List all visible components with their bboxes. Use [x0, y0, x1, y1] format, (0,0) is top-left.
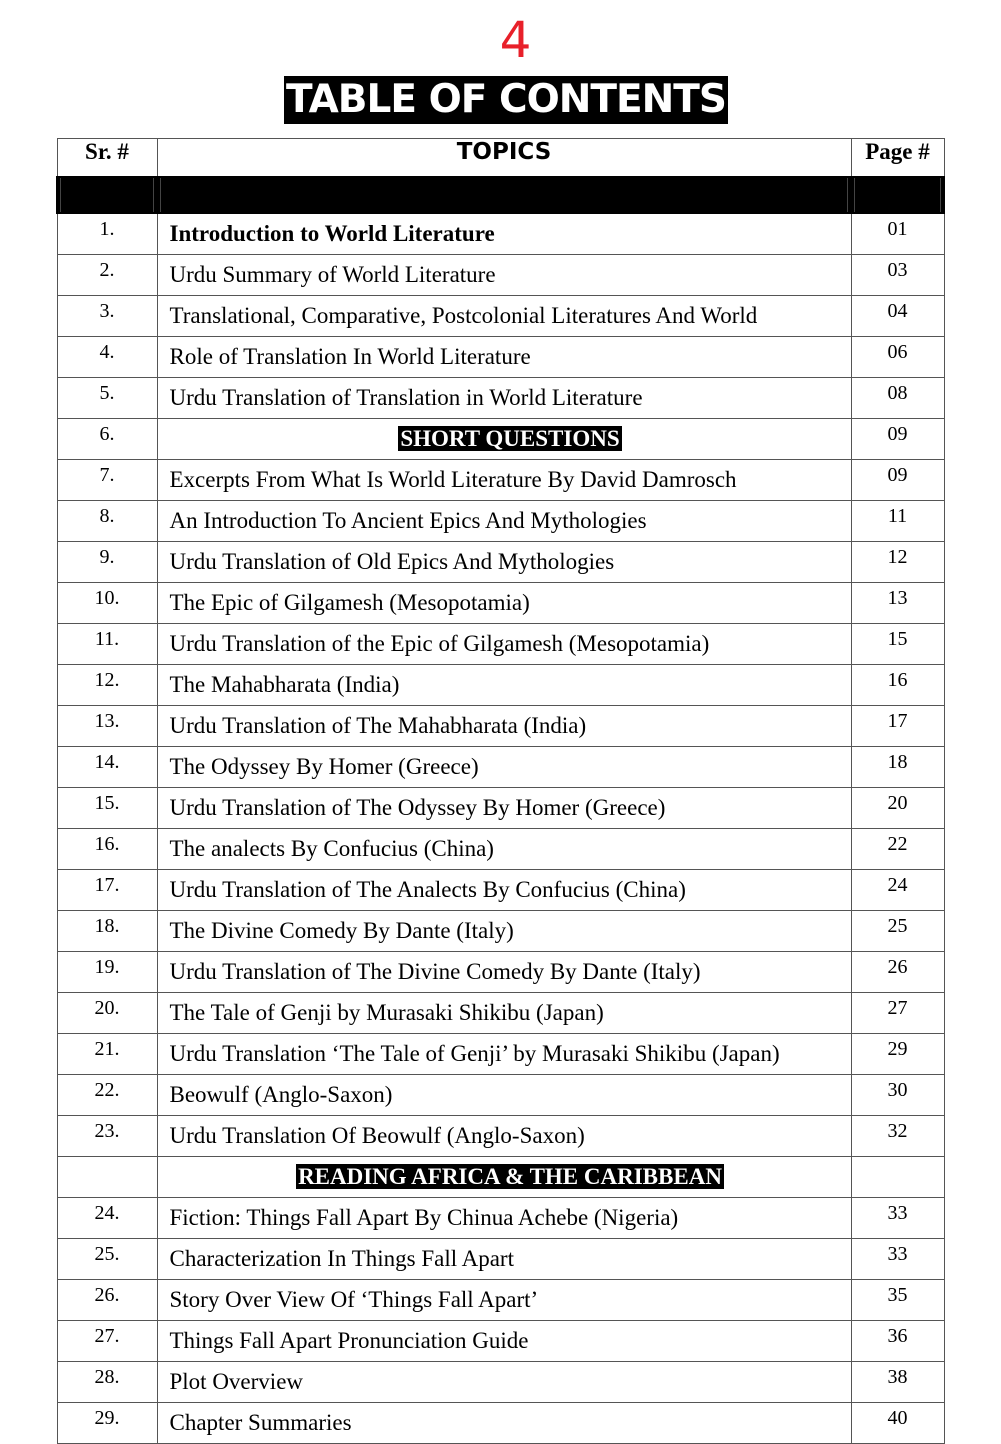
page-ref: 25	[851, 911, 944, 952]
topic-title: Beowulf (Anglo-Saxon)	[157, 1075, 851, 1116]
page-ref: 12	[851, 542, 944, 583]
page-ref: 29	[851, 1034, 944, 1075]
topic-title: Chapter Summaries	[157, 1403, 851, 1444]
topic-title: Urdu Translation Of Beowulf (Anglo-Saxon)	[157, 1116, 851, 1157]
page-ref: 17	[851, 706, 944, 747]
table-row	[57, 583, 944, 624]
table-row	[57, 1362, 944, 1403]
table-row	[57, 460, 944, 501]
page-ref: 35	[851, 1280, 944, 1321]
page-ref: 38	[851, 1362, 944, 1403]
page-ref: 11	[851, 501, 944, 542]
table-row	[57, 665, 944, 706]
page-ref: 24	[851, 870, 944, 911]
header-sr: Sr. #	[57, 139, 157, 178]
table-row	[57, 542, 944, 583]
section-heading-cell	[157, 1157, 851, 1198]
page-ref	[851, 1157, 944, 1198]
table-row	[57, 952, 944, 993]
page-ref: 03	[851, 255, 944, 296]
serial-number: 21.	[57, 1034, 157, 1075]
serial-number: 11.	[57, 624, 157, 665]
table-row	[57, 829, 944, 870]
topic-title: Fiction: Things Fall Apart By Chinua Achebe (Nigeria)	[157, 1198, 851, 1239]
page-ref: 13	[851, 583, 944, 624]
serial-number: 26.	[57, 1280, 157, 1321]
page-ref: 08	[851, 378, 944, 419]
table-row	[57, 1239, 944, 1280]
topic-title: The Odyssey By Homer (Greece)	[157, 747, 851, 788]
topic-title: Plot Overview	[157, 1362, 851, 1403]
serial-number: 24.	[57, 1198, 157, 1239]
header-topics: TOPICS	[157, 139, 851, 178]
serial-number: 3.	[57, 296, 157, 337]
table-row	[57, 296, 944, 337]
serial-number: 25.	[57, 1239, 157, 1280]
table-row	[57, 255, 944, 296]
serial-number: 27.	[57, 1321, 157, 1362]
serial-number: 20.	[57, 993, 157, 1034]
table-row	[57, 1280, 944, 1321]
page-ref: 27	[851, 993, 944, 1034]
page-ref: 15	[851, 624, 944, 665]
page-title: TABLE OF CONTENTS	[286, 77, 726, 122]
table-row	[57, 501, 944, 542]
serial-number: 14.	[57, 747, 157, 788]
table-row	[57, 993, 944, 1034]
serial-number: 8.	[57, 501, 157, 542]
page-ref: 32	[851, 1116, 944, 1157]
serial-number: 28.	[57, 1362, 157, 1403]
topic-title: Urdu Translation of Translation in World Literature	[157, 378, 851, 419]
section-row	[57, 419, 944, 460]
topic-title: Translational, Comparative, Postcolonial Literatures And World	[157, 296, 851, 337]
table-row	[57, 624, 944, 665]
serial-number: 1.	[57, 213, 157, 255]
page-ref: 18	[851, 747, 944, 788]
page-ref: 04	[851, 296, 944, 337]
section-heading: READING AFRICA & THE CARIBBEAN	[298, 1164, 722, 1189]
page-ref: 36	[851, 1321, 944, 1362]
page-ref: 33	[851, 1198, 944, 1239]
serial-number: 19.	[57, 952, 157, 993]
table-row	[57, 788, 944, 829]
table-row	[57, 706, 944, 747]
serial-number: 17.	[57, 870, 157, 911]
topic-title: Urdu Translation of the Epic of Gilgamesh (Mesopotamia)	[157, 624, 851, 665]
serial-number: 4.	[57, 337, 157, 378]
topic-title: Urdu Translation of Old Epics And Mythologies	[157, 542, 851, 583]
topic-title: The analects By Confucius (China)	[157, 829, 851, 870]
topic-title: The Mahabharata (India)	[157, 665, 851, 706]
table-row	[57, 1075, 944, 1116]
topic-title: Things Fall Apart Pronunciation Guide	[157, 1321, 851, 1362]
serial-number: 6.	[57, 419, 157, 460]
table-row	[57, 378, 944, 419]
topic-title: Urdu Translation of The Analects By Confucius (China)	[157, 870, 851, 911]
page-ref: 26	[851, 952, 944, 993]
header-row	[57, 139, 944, 178]
topic-title: Urdu Translation of The Odyssey By Homer (Greece)	[157, 788, 851, 829]
table-row	[57, 213, 944, 255]
section-heading-cell	[157, 419, 851, 460]
topic-title: An Introduction To Ancient Epics And Mythologies	[157, 501, 851, 542]
table-row	[57, 1403, 944, 1444]
page-ref: 33	[851, 1239, 944, 1280]
topic-title: Urdu Summary of World Literature	[157, 255, 851, 296]
page-ref: 16	[851, 665, 944, 706]
topic-title: Urdu Translation of The Divine Comedy By Dante (Italy)	[157, 952, 851, 993]
table-row	[57, 1116, 944, 1157]
black-separator-row	[57, 177, 944, 213]
serial-number: 23.	[57, 1116, 157, 1157]
separator-cell	[851, 177, 944, 213]
serial-number: 18.	[57, 911, 157, 952]
serial-number: 12.	[57, 665, 157, 706]
page-ref: 01	[851, 213, 944, 255]
toc-table	[56, 138, 945, 1444]
serial-number: 5.	[57, 378, 157, 419]
separator-cell	[57, 177, 157, 213]
table-row	[57, 870, 944, 911]
serial-number: 2.	[57, 255, 157, 296]
page-ref: 30	[851, 1075, 944, 1116]
serial-number: 9.	[57, 542, 157, 583]
header-page: Page #	[851, 139, 944, 178]
topic-title: Excerpts From What Is World Literature By David Damrosch	[157, 460, 851, 501]
page-ref: 40	[851, 1403, 944, 1444]
serial-number: 16.	[57, 829, 157, 870]
serial-number: 29.	[57, 1403, 157, 1444]
table-row	[57, 337, 944, 378]
serial-number: 22.	[57, 1075, 157, 1116]
page-number: 4	[499, 11, 532, 69]
table-row	[57, 1198, 944, 1239]
topic-title: Role of Translation In World Literature	[157, 337, 851, 378]
table-row	[57, 1321, 944, 1362]
title-wrap	[0, 76, 1001, 124]
serial-number: 7.	[57, 460, 157, 501]
topic-title: Introduction to World Literature	[157, 213, 851, 255]
serial-number: 10.	[57, 583, 157, 624]
table-row	[57, 747, 944, 788]
topic-title: The Epic of Gilgamesh (Mesopotamia)	[157, 583, 851, 624]
topic-title: Characterization In Things Fall Apart	[157, 1239, 851, 1280]
topic-title: The Divine Comedy By Dante (Italy)	[157, 911, 851, 952]
topic-title: Urdu Translation of The Mahabharata (India)	[157, 706, 851, 747]
serial-number	[57, 1157, 157, 1198]
separator-cell	[157, 177, 851, 213]
page-ref: 09	[851, 419, 944, 460]
page-ref: 06	[851, 337, 944, 378]
toc-body	[57, 213, 944, 1444]
topic-title: Urdu Translation ‘The Tale of Genji’ by Murasaki Shikibu (Japan)	[157, 1034, 851, 1075]
page-ref: 09	[851, 460, 944, 501]
section-row	[57, 1157, 944, 1198]
serial-number: 15.	[57, 788, 157, 829]
table-row	[57, 911, 944, 952]
page-ref: 22	[851, 829, 944, 870]
table-row	[57, 1034, 944, 1075]
section-heading: SHORT QUESTIONS	[400, 426, 620, 451]
topic-title: The Tale of Genji by Murasaki Shikibu (Japan)	[157, 993, 851, 1034]
serial-number: 13.	[57, 706, 157, 747]
page-ref: 20	[851, 788, 944, 829]
topic-title: Story Over View Of ‘Things Fall Apart’	[157, 1280, 851, 1321]
